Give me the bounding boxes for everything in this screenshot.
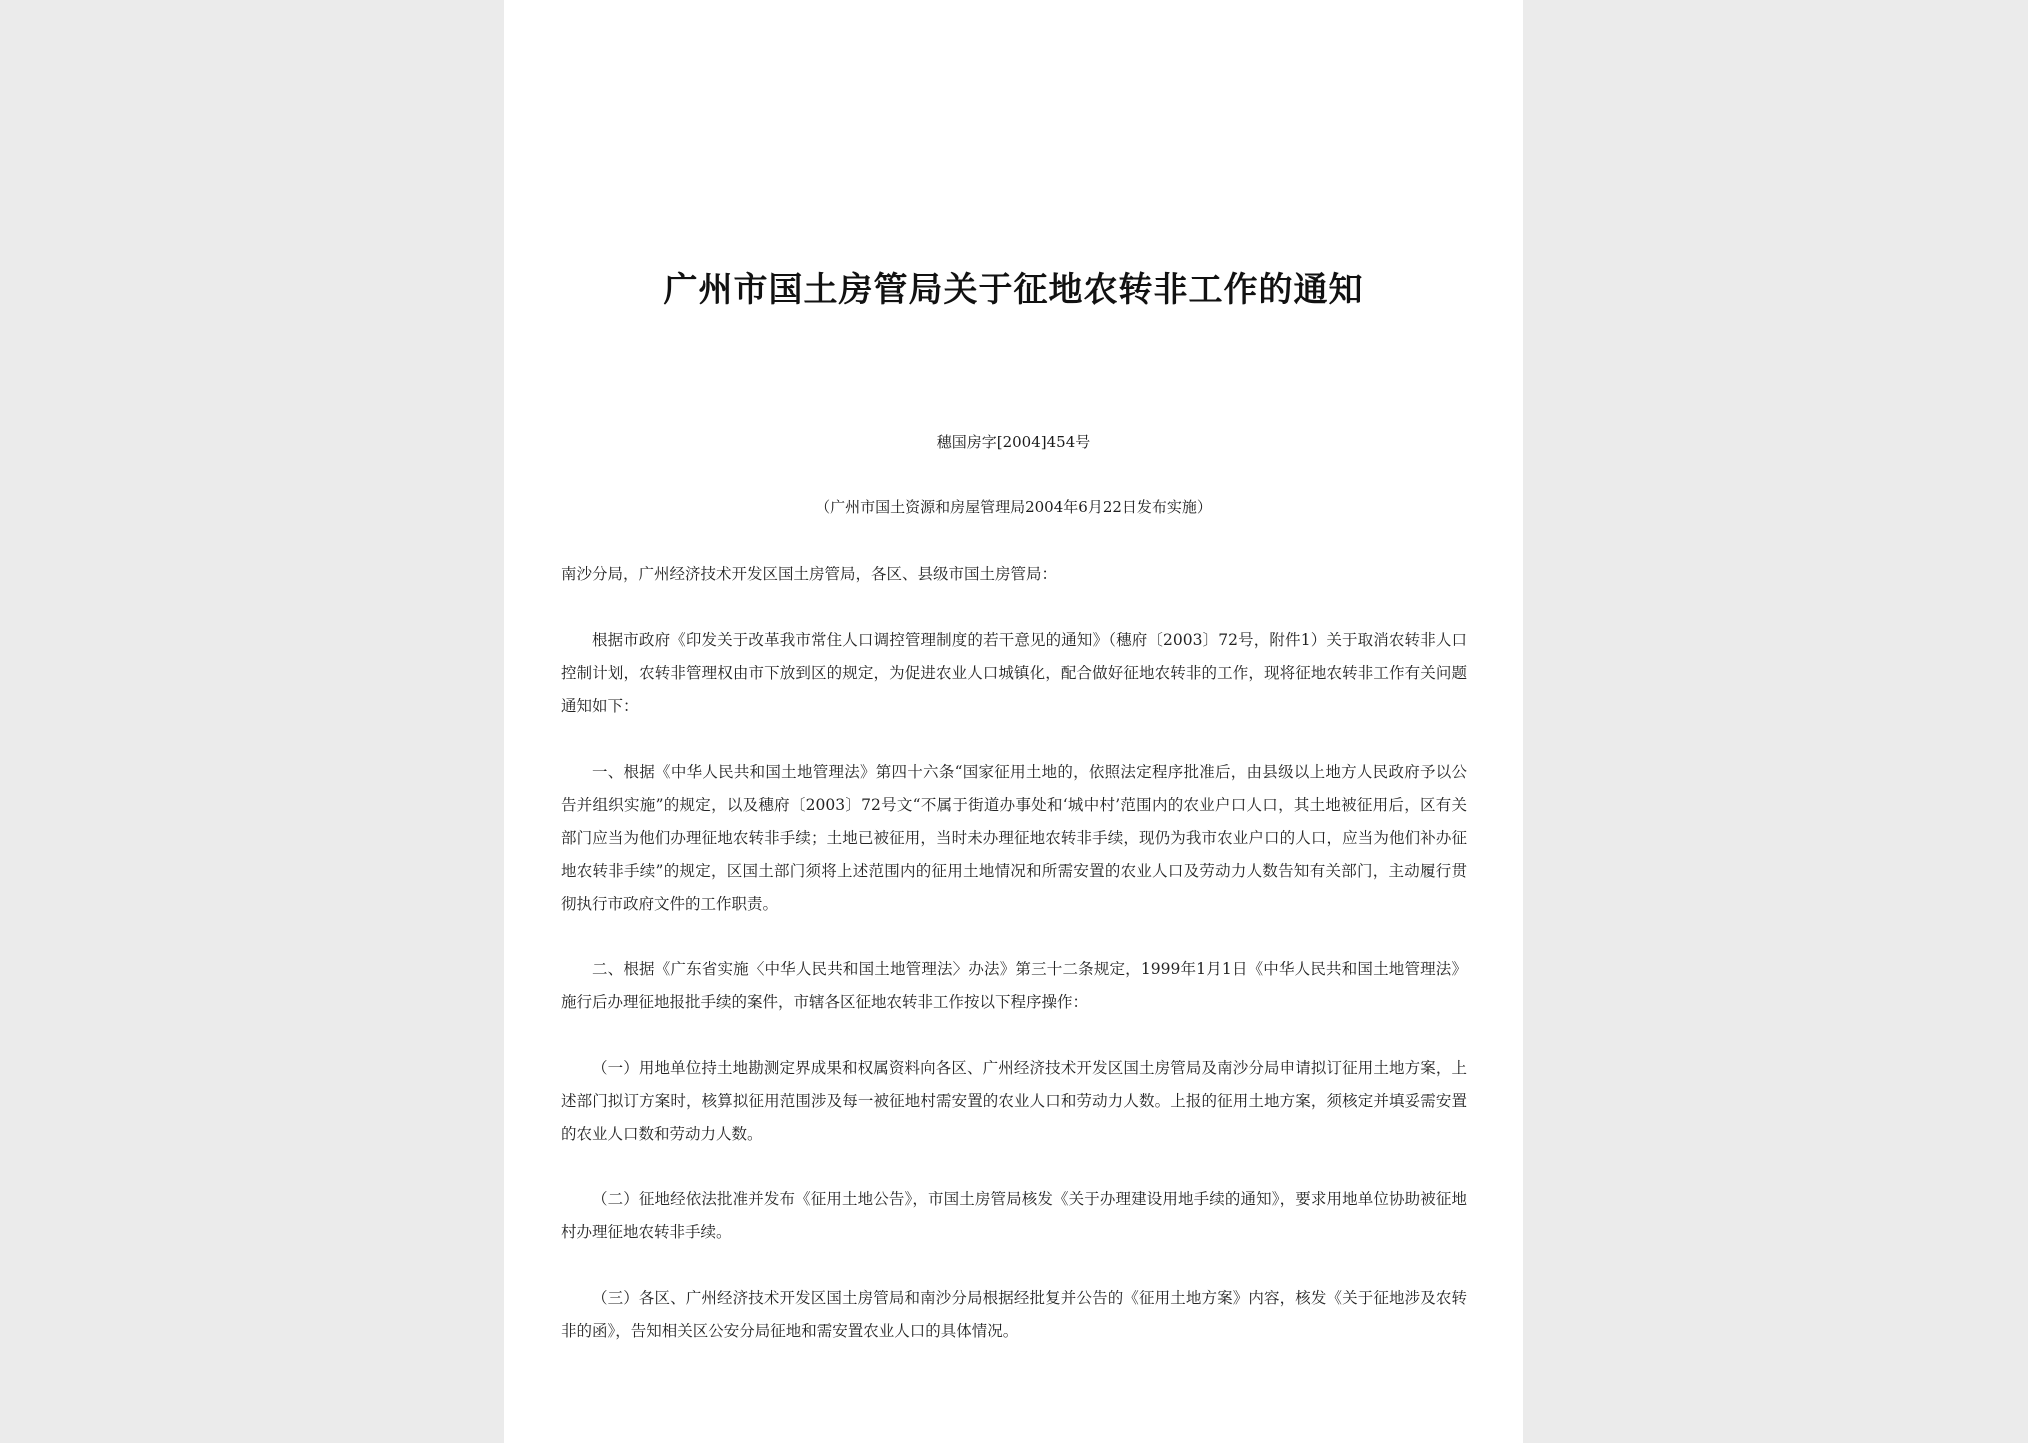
document-number: 穗国房字[2004]454号 — [936, 433, 1091, 451]
paragraph-step-one: （一）用地单位持土地勘测定界成果和权属资料向各区、广州经济技术开发区国土房管局及南沙分局申请拟订征用土地方案，上述部门拟订方案时，核算拟征用范围涉及每一被征地村需安置的农业人口和劳动力人数。上报的征用土地方案，须核定并填妥需安置的农业人口数和劳动力人数。 — [561, 1059, 1467, 1143]
paragraph-intro: 根据市政府《印发关于改革我市常住人口调控管理制度的若干意见的通知》（穗府〔2003〕72号，附件1）关于取消农转非人口控制计划，农转非管理权由市下放到区的规定，为促进农业人口城镇化，配合做好征地农转非的工作，现将征地农转非工作有关问题通知如下： — [561, 631, 1467, 715]
addressee: 南沙分局，广州经济技术开发区国土房管局，各区、县级市国土房管局： — [561, 565, 1058, 583]
issued-note: （广州市国土资源和房屋管理局2004年6月22日发布实施） — [815, 498, 1212, 516]
document-title: 广州市国土房管局关于征地农转非工作的通知 — [663, 270, 1364, 310]
document-page — [504, 0, 1523, 1443]
paragraph-section-two: 二、根据《广东省实施〈中华人民共和国土地管理法〉办法》第三十二条规定，1999年1月1日《中华人民共和国土地管理法》施行后办理征地报批手续的案件，市辖各区征地农转非工作按以下程序操作： — [561, 960, 1467, 1011]
paragraph-section-one: 一、根据《中华人民共和国土地管理法》第四十六条“国家征用土地的，依照法定程序批准后，由县级以上地方人民政府予以公告并组织实施”的规定，以及穗府〔2003〕72号文“不属于街道办事处和‘城中村’范围内的农业户口人口，其土地被征用后，区有关部门应当为他们办理征地农转非手续；土地已被征用，当时未办理征地农转非手续，现仍为我市农业户口的人口，应当为他们补办征地农转非手续”的规定，区国土部门须将上述范围内的征用土地情况和所需安置的农业人口及劳动力人数告知有关部门，主动履行贯彻执行市政府文件的工作职责。 — [561, 763, 1467, 913]
paragraph-step-three: （三）各区、广州经济技术开发区国土房管局和南沙分局根据经批复并公告的《征用土地方案》内容，核发《关于征地涉及农转非的函》，告知相关区公安分局征地和需安置农业人口的具体情况。 — [561, 1289, 1467, 1340]
paragraph-step-two: （二）征地经依法批准并发布《征用土地公告》，市国土房管局核发《关于办理建设用地手续的通知》，要求用地单位协助被征地村办理征地农转非手续。 — [561, 1190, 1467, 1241]
